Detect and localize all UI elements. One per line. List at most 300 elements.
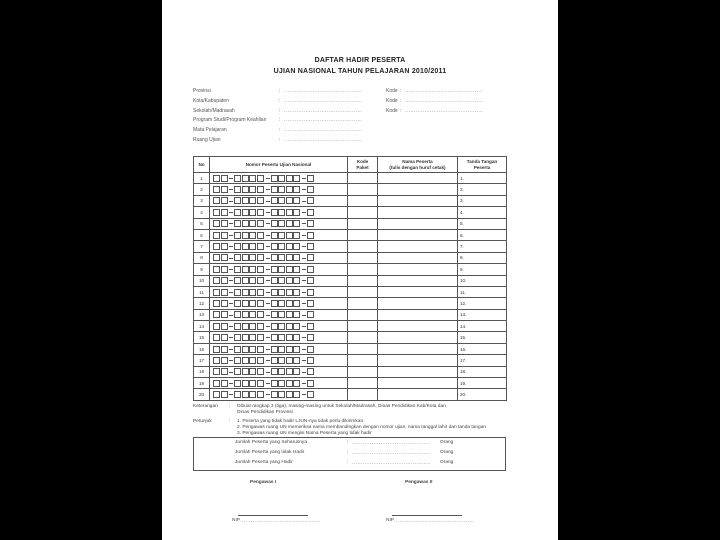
separator-dash: [229, 280, 233, 281]
field-value-dots: ............................................: [284, 97, 363, 104]
digit-box: [307, 346, 314, 353]
participant-name-cell: [378, 332, 458, 343]
package-code-cell: [348, 343, 378, 354]
table-row: [194, 355, 507, 366]
exam-number-boxes: [210, 298, 348, 309]
digit-box: [242, 311, 249, 318]
digit-box: [278, 300, 285, 307]
separator-dash: [302, 201, 306, 202]
package-code-cell: [348, 309, 378, 320]
digit-box: [278, 266, 285, 273]
supervisor-1-nip-label: NIP.: [232, 518, 241, 523]
signature-cell: 17.: [458, 355, 507, 366]
digit-box: [307, 186, 314, 193]
table-row: [194, 321, 507, 332]
digit-box: [221, 289, 228, 296]
digit-box: [221, 300, 228, 307]
digit-box: [234, 289, 241, 296]
document-title: DAFTAR HADIR PESERTA: [314, 57, 406, 64]
digit-box: [293, 277, 300, 284]
digit-box: [213, 175, 220, 182]
digit-box: [307, 311, 314, 318]
digit-box: [242, 357, 249, 364]
separator-dash: [229, 394, 233, 395]
table-row: [194, 252, 507, 263]
digit-box: [242, 323, 249, 330]
digit-box: [293, 334, 300, 341]
digit-box: [249, 289, 256, 296]
digit-box: [278, 380, 285, 387]
participant-name-cell: [378, 195, 458, 206]
exam-number-boxes: [210, 252, 348, 263]
digit-box: [271, 311, 278, 318]
digit-box: [242, 254, 249, 261]
digit-box: [213, 334, 220, 341]
digit-box: [286, 266, 293, 273]
digit-box: [278, 323, 285, 330]
summary-colon: :: [347, 450, 349, 455]
digit-box: [293, 209, 300, 216]
digit-box: [271, 334, 278, 341]
digit-box: [249, 311, 256, 318]
digit-box: [221, 254, 228, 261]
exam-number-boxes: [210, 207, 348, 218]
row-number: 14: [194, 321, 210, 332]
row-number: 8: [194, 252, 210, 263]
package-code-cell: [348, 207, 378, 218]
col-header-no: No: [194, 157, 210, 173]
digit-box: [242, 243, 249, 250]
digit-box: [293, 346, 300, 353]
participant-name-cell: [378, 309, 458, 320]
digit-box: [286, 380, 293, 387]
digit-box: [286, 357, 293, 364]
col-header-exam-number: Nomor Peserta Ujian Nasional: [210, 157, 348, 173]
digit-box: [286, 175, 293, 182]
package-code-cell: [348, 275, 378, 286]
field-colon: :: [279, 117, 281, 124]
digit-box: [278, 368, 285, 375]
field-colon: :: [279, 97, 281, 104]
digit-box: [221, 346, 228, 353]
separator-dash: [266, 212, 270, 213]
digit-box: [242, 266, 249, 273]
table-row: [194, 207, 507, 218]
digit-box: [234, 266, 241, 273]
separator-dash: [302, 326, 306, 327]
row-number: 18: [194, 366, 210, 377]
summary-label: Jumlah Peserta yang tidak Hadir: [235, 450, 305, 455]
digit-box: [257, 209, 264, 216]
separator-dash: [266, 303, 270, 304]
digit-box: [307, 175, 314, 182]
digit-box: [242, 175, 249, 182]
digit-box: [307, 357, 314, 364]
digit-box: [213, 380, 220, 387]
table-row: [194, 343, 507, 354]
supervisor-1-title: Pengawas I: [250, 480, 277, 485]
digit-box: [234, 311, 241, 318]
digit-box: [249, 391, 256, 398]
separator-dash: [229, 201, 233, 202]
participant-name-cell: [378, 241, 458, 252]
digit-box: [242, 346, 249, 353]
table-row: [194, 173, 507, 184]
digit-box: [278, 209, 285, 216]
digit-box: [271, 277, 278, 284]
exam-number-boxes: [210, 173, 348, 184]
exam-number-boxes: [210, 366, 348, 377]
field-code-label: Kode: [386, 88, 398, 94]
digit-box: [249, 232, 256, 239]
package-code-cell: [348, 389, 378, 400]
package-code-cell: [348, 378, 378, 389]
digit-box: [307, 368, 314, 375]
separator-dash: [266, 394, 270, 395]
table-header-row: [194, 157, 507, 173]
digit-box: [307, 334, 314, 341]
digit-box: [271, 220, 278, 227]
digit-box: [293, 380, 300, 387]
digit-box: [242, 380, 249, 387]
participant-name-cell: [378, 173, 458, 184]
digit-box: [278, 277, 285, 284]
summary-unit: Orang: [440, 450, 454, 455]
package-code-cell: [348, 173, 378, 184]
separator-dash: [229, 269, 233, 270]
digit-box: [234, 209, 241, 216]
separator-dash: [302, 337, 306, 338]
field-label: Sekolah/Madrasah: [193, 107, 235, 114]
digit-box: [257, 357, 264, 364]
digit-box: [271, 186, 278, 193]
digit-box: [221, 186, 228, 193]
digit-box: [286, 232, 293, 239]
table-row: [194, 298, 507, 309]
field-code-colon: :: [400, 88, 402, 94]
digit-box: [249, 357, 256, 364]
digit-box: [278, 334, 285, 341]
keterangan-text-2: Dinas Pendidikan Provinsi: [237, 410, 293, 415]
digit-box: [307, 243, 314, 250]
signature-cell: 20.: [458, 389, 507, 400]
exam-number-boxes: [210, 229, 348, 240]
digit-box: [213, 197, 220, 204]
digit-box: [293, 232, 300, 239]
separator-dash: [229, 292, 233, 293]
exam-number-boxes: [210, 241, 348, 252]
digit-box: [293, 289, 300, 296]
digit-box: [213, 243, 220, 250]
digit-box: [257, 175, 264, 182]
participant-name-cell: [378, 252, 458, 263]
participant-name-cell: [378, 229, 458, 240]
exam-number-boxes: [210, 321, 348, 332]
digit-box: [234, 232, 241, 239]
separator-dash: [302, 383, 306, 384]
exam-number-boxes: [210, 195, 348, 206]
digit-box: [221, 175, 228, 182]
digit-box: [278, 311, 285, 318]
separator-dash: [266, 360, 270, 361]
digit-box: [293, 175, 300, 182]
field-code-dots: ............................................: [405, 107, 484, 114]
table-row: [194, 184, 507, 195]
digit-box: [234, 220, 241, 227]
digit-box: [249, 209, 256, 216]
field-colon: :: [279, 88, 281, 94]
summary-label: Jumlah Peserta yang Hadir: [235, 460, 293, 465]
signature-cell: 3.: [458, 195, 507, 206]
digit-box: [213, 289, 220, 296]
separator-dash: [266, 372, 270, 373]
table-row: [194, 366, 507, 377]
separator-dash: [302, 212, 306, 213]
signature-cell: 1.: [458, 173, 507, 184]
petunjuk-colon: :: [229, 419, 231, 424]
digit-box: [242, 289, 249, 296]
digit-box: [234, 277, 241, 284]
col-header-name: Nama Peserta (tulis dengan huruf cetak): [378, 157, 458, 173]
table-row: [194, 241, 507, 252]
separator-dash: [229, 337, 233, 338]
digit-box: [278, 186, 285, 193]
digit-box: [221, 243, 228, 250]
summary-unit: Orang: [440, 460, 454, 465]
field-label: Mata Pelajaran: [193, 127, 227, 134]
digit-box: [221, 380, 228, 387]
table-row: [194, 309, 507, 320]
field-value-dots: ............................................: [284, 117, 363, 124]
digit-box: [286, 220, 293, 227]
digit-box: [257, 186, 264, 193]
row-number: 15: [194, 332, 210, 343]
separator-dash: [266, 383, 270, 384]
digit-box: [221, 209, 228, 216]
row-number: 7: [194, 241, 210, 252]
participant-name-cell: [378, 264, 458, 275]
digit-box: [242, 368, 249, 375]
digit-box: [293, 266, 300, 273]
digit-box: [213, 220, 220, 227]
digit-box: [286, 311, 293, 318]
digit-box: [271, 357, 278, 364]
digit-box: [278, 243, 285, 250]
digit-box: [221, 197, 228, 204]
separator-dash: [266, 280, 270, 281]
participant-name-cell: [378, 184, 458, 195]
digit-box: [242, 186, 249, 193]
digit-box: [271, 209, 278, 216]
participant-name-cell: [378, 298, 458, 309]
digit-box: [213, 311, 220, 318]
supervisor-1-nip-dots: ............................................: [242, 518, 321, 524]
row-number: 5: [194, 218, 210, 229]
petunjuk-item-3: 3. Pengawas ruang UN mengisi Nama Peserta yang tidak hadir: [237, 431, 372, 436]
digit-box: [307, 277, 314, 284]
separator-dash: [229, 349, 233, 350]
summary-label: Jumlah Peserta yang Seharusnya: [235, 440, 307, 445]
petunjuk-item-1: 1. Peserta yang tidak hadir LJUN-nya tidak perlu dikirimkan: [237, 419, 364, 424]
document-subtitle: UJIAN NASIONAL TAHUN PELAJARAN 2010/2011: [273, 68, 447, 75]
digit-box: [242, 391, 249, 398]
digit-box: [249, 186, 256, 193]
digit-box: [249, 323, 256, 330]
separator-dash: [229, 315, 233, 316]
separator-dash: [266, 189, 270, 190]
field-value-dots: ............................................: [284, 137, 363, 143]
table-row: [194, 378, 507, 389]
digit-box: [221, 323, 228, 330]
separator-dash: [266, 258, 270, 259]
digit-box: [234, 175, 241, 182]
digit-box: [257, 266, 264, 273]
participant-name-cell: [378, 286, 458, 297]
digit-box: [213, 357, 220, 364]
keterangan-text-1: Dibuat rangkap 3 (tiga), masing-masing untuk Sekolah/Madrasah, Dinas Pendidikan Kab/Kota dan: [237, 404, 446, 409]
participant-name-cell: [378, 366, 458, 377]
digit-box: [249, 277, 256, 284]
digit-box: [307, 380, 314, 387]
digit-box: [257, 220, 264, 227]
digit-box: [278, 391, 285, 398]
separator-dash: [302, 178, 306, 179]
digit-box: [221, 334, 228, 341]
summary-dots: ............................................: [352, 460, 431, 466]
participant-name-cell: [378, 321, 458, 332]
digit-box: [257, 300, 264, 307]
exam-number-boxes: [210, 184, 348, 195]
digit-box: [257, 380, 264, 387]
supervisor-2-nip-label: NIP.: [386, 518, 395, 523]
digit-box: [278, 220, 285, 227]
separator-dash: [229, 246, 233, 247]
row-number: 20: [194, 389, 210, 400]
digit-box: [249, 243, 256, 250]
field-label: Kota/Kabupaten: [193, 97, 229, 104]
digit-box: [242, 220, 249, 227]
exam-number-boxes: [210, 286, 348, 297]
digit-box: [293, 311, 300, 318]
digit-box: [271, 391, 278, 398]
summary-dots: ............................................: [352, 440, 431, 446]
separator-dash: [229, 235, 233, 236]
separator-dash: [302, 223, 306, 224]
digit-box: [271, 232, 278, 239]
separator-dash: [266, 246, 270, 247]
digit-box: [286, 368, 293, 375]
digit-box: [213, 232, 220, 239]
separator-dash: [229, 383, 233, 384]
signature-cell: 19.: [458, 378, 507, 389]
field-code-dots: ............................................: [405, 88, 484, 94]
participant-name-cell: [378, 389, 458, 400]
supervisor-2-title: Pengawas II: [405, 480, 433, 485]
digit-box: [234, 391, 241, 398]
keterangan-label: Keterangan: [193, 404, 218, 409]
table-row: [194, 286, 507, 297]
col-header-package-code: Kode Paket: [348, 157, 378, 173]
field-code-dots: ............................................: [405, 97, 484, 104]
package-code-cell: [348, 298, 378, 309]
summary-dots: ............................................: [352, 450, 431, 456]
digit-box: [234, 368, 241, 375]
package-code-cell: [348, 366, 378, 377]
digit-box: [249, 266, 256, 273]
digit-box: [271, 197, 278, 204]
digit-box: [271, 323, 278, 330]
signature-cell: 11.: [458, 286, 507, 297]
row-number: 11: [194, 286, 210, 297]
field-code-label: Kode: [386, 107, 398, 114]
supervisor-1-signature-line: [238, 515, 308, 516]
digit-box: [234, 346, 241, 353]
digit-box: [242, 277, 249, 284]
digit-box: [293, 357, 300, 364]
digit-box: [257, 289, 264, 296]
package-code-cell: [348, 321, 378, 332]
digit-box: [249, 254, 256, 261]
participant-name-cell: [378, 378, 458, 389]
digit-box: [286, 254, 293, 261]
digit-box: [234, 186, 241, 193]
digit-box: [242, 232, 249, 239]
digit-box: [249, 346, 256, 353]
digit-box: [249, 334, 256, 341]
field-code-colon: :: [400, 107, 402, 114]
package-code-cell: [348, 332, 378, 343]
field-colon: :: [279, 127, 281, 134]
exam-number-boxes: [210, 264, 348, 275]
separator-dash: [302, 235, 306, 236]
digit-box: [249, 175, 256, 182]
participant-name-cell: [378, 207, 458, 218]
signature-cell: 12.: [458, 298, 507, 309]
separator-dash: [302, 280, 306, 281]
field-colon: :: [279, 107, 281, 114]
digit-box: [213, 266, 220, 273]
col-header-signature: Tanda Tangan Peserta: [458, 157, 507, 173]
digit-box: [234, 357, 241, 364]
exam-number-boxes: [210, 378, 348, 389]
digit-box: [257, 334, 264, 341]
digit-box: [213, 368, 220, 375]
digit-box: [257, 197, 264, 204]
digit-box: [221, 266, 228, 273]
digit-box: [249, 380, 256, 387]
signature-cell: 6.: [458, 229, 507, 240]
table-row: [194, 195, 507, 206]
package-code-cell: [348, 264, 378, 275]
digit-box: [278, 175, 285, 182]
separator-dash: [302, 315, 306, 316]
digit-box: [307, 254, 314, 261]
digit-box: [234, 243, 241, 250]
separator-dash: [266, 269, 270, 270]
digit-box: [286, 334, 293, 341]
digit-box: [286, 289, 293, 296]
digit-box: [271, 380, 278, 387]
petunjuk-item-2: 2. Pengawas ruang UN memeriksa nama membandingkan dengan nomor ujian, nama tanggal lahir dan tanda tangan: [237, 425, 487, 430]
digit-box: [286, 197, 293, 204]
digit-box: [271, 346, 278, 353]
digit-box: [213, 300, 220, 307]
separator-dash: [302, 258, 306, 259]
digit-box: [249, 197, 256, 204]
separator-dash: [229, 223, 233, 224]
supervisor-2-nip-dots: ............................................: [396, 518, 475, 524]
digit-box: [257, 346, 264, 353]
